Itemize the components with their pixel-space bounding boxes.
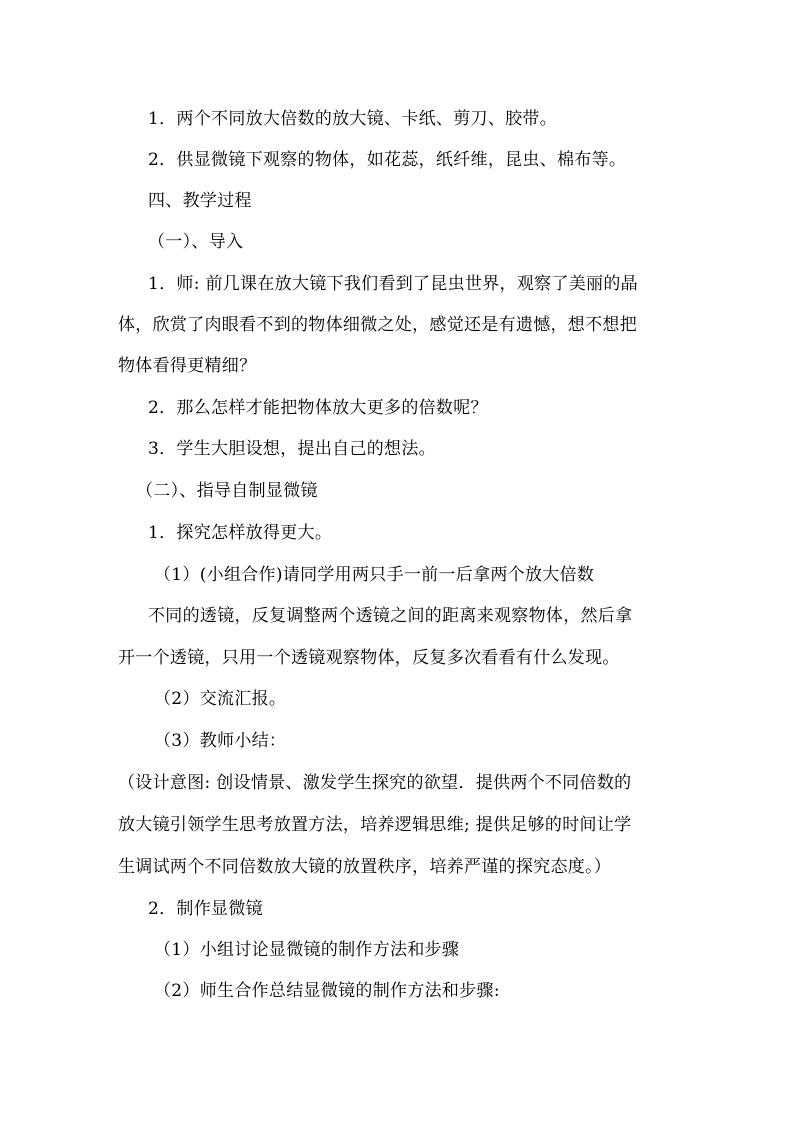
paragraph-line: 物体看得更精细？ — [118, 356, 257, 376]
subsection-heading-microscope: （二）、指导自制显微镜 — [136, 481, 318, 501]
materials-item-2: 2．供显微镜下观察的物体，如花蕊，纸纤维，昆虫、棉布等。 — [148, 150, 627, 170]
paragraph-line: （1）(小组合作)请同学用两只手一前一后拿两个放大倍数 — [154, 565, 595, 585]
paragraph-line: 1．师: 前几课在放大镜下我们看到了昆虫世界，观察了美丽的晶 — [148, 274, 638, 294]
paragraph-line: 2．那么怎样才能把物体放大更多的倍数呢？ — [148, 398, 488, 418]
paragraph-line: （3）教师小结： — [154, 731, 287, 751]
materials-item-1: 1．两个不同放大倍数的放大镜、卡纸、剪刀、胶带。 — [148, 109, 558, 129]
paragraph-line: 开一个透镜，只用一个透镜观察物体，反复多次看看有什么发现。 — [118, 648, 620, 668]
paragraph-line: （2）交流汇报。 — [154, 689, 287, 709]
design-intent-line: （设计意图: 创设情景、激发学生探究的欲望．提供两个不同倍数的 — [118, 773, 632, 793]
paragraph-line: 不同的透镜，反复调整两个透镜之间的距离来观察物体，然后拿 — [148, 606, 633, 626]
paragraph-line: 2．制作显微镜 — [148, 899, 263, 919]
design-intent-line: 放大镜引领学生思考放置方法，培养逻辑思维; 提供足够的时间让学 — [118, 815, 632, 835]
section-heading-teaching-process: 四、教学过程 — [148, 191, 252, 211]
paragraph-line: （1）小组讨论显微镜的制作方法和步骤 — [154, 940, 460, 960]
paragraph-line: 体，欣赏了肉眼看不到的物体细微之处，感觉还是有遗憾，想不想把 — [118, 315, 637, 335]
subsection-heading-intro: （一）、导入 — [148, 232, 244, 252]
paragraph-line: 1．探究怎样放得更大。 — [148, 523, 333, 543]
paragraph-line: （2）师生合作总结显微镜的制作方法和步骤: — [154, 981, 500, 1001]
paragraph-line: 3．学生大胆设想，提出自己的想法。 — [148, 439, 436, 459]
design-intent-line: 生调试两个不同倍数放大镜的放置秩序，培养严谨的探究态度。） — [118, 857, 612, 877]
